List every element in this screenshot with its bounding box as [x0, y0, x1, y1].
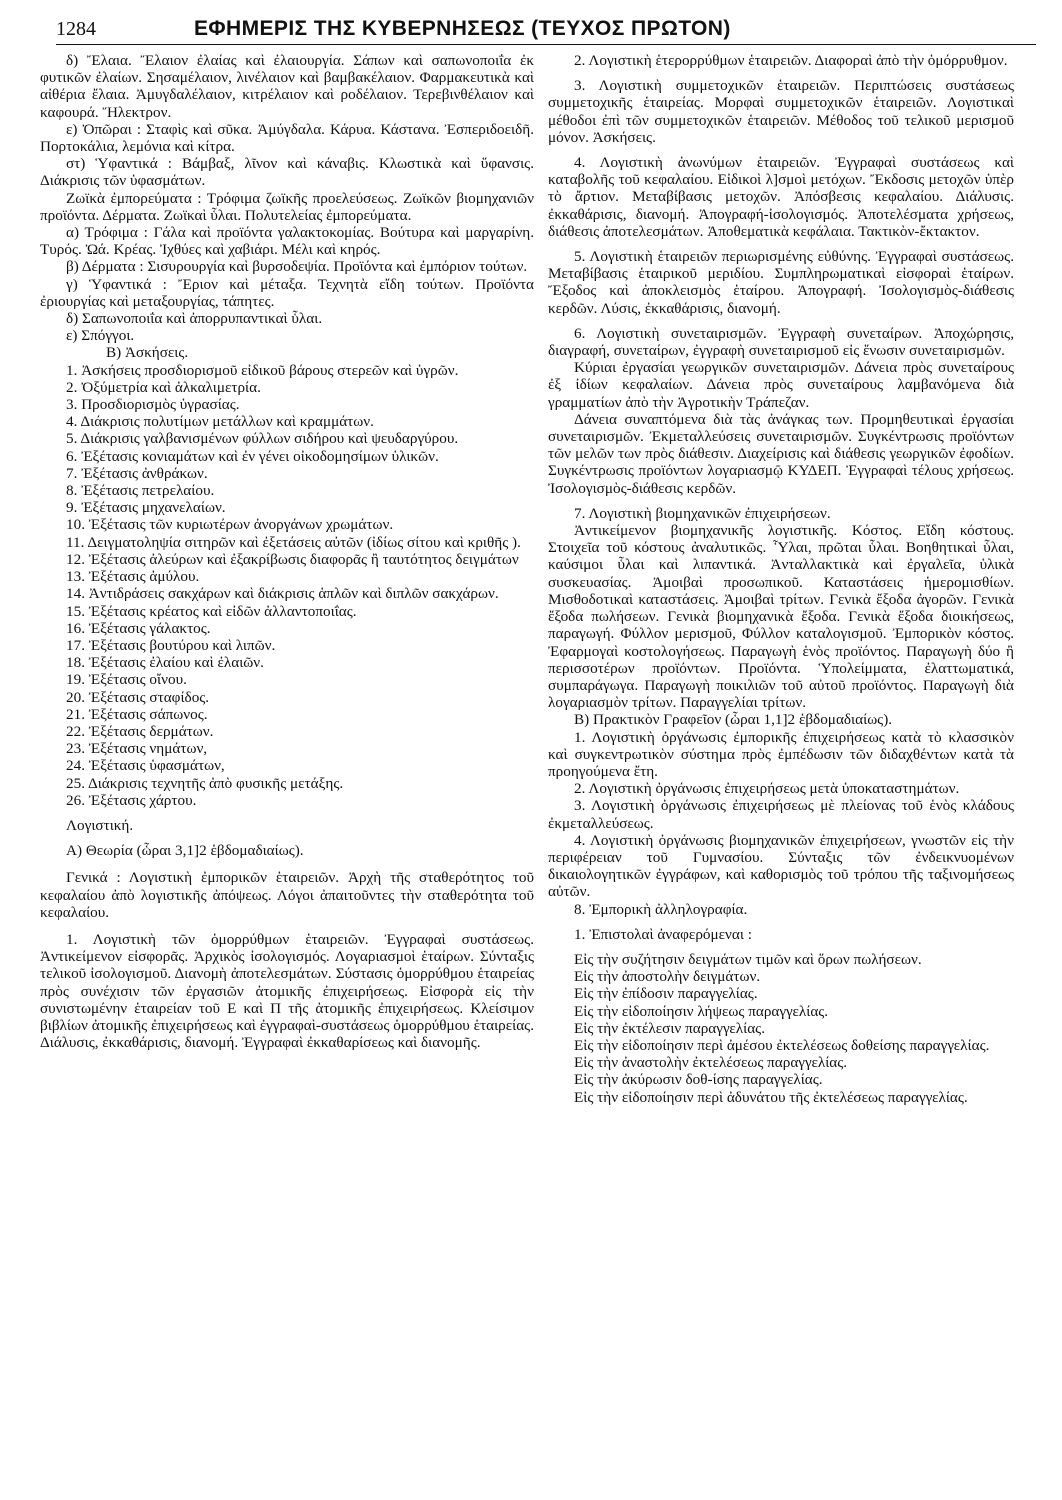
paragraph: Ἀντικείμενον βιομηχανικῆς λογιστικῆς. Κόστος. Εἴδη κόστους. Στοιχεῖα τοῦ κόστους ἀναλυτικῶς. Ὗλαι, πρῶται ὗλαι. Βοηθητικαὶ ὗλαι, καύσιμοι ὗλαι καὶ λιπαντικά. Ἀνταλλακτικὰ καὶ ἐργαλεῖα, ὑλικὰ συσκευασίας. Ἀμοιβαὶ προσωπικοῦ. Καταστάσεις ἡμερομισθίων. Μισθοδοτικαὶ καταστάσεις. Ἀμοιβαὶ τρίτων. Γενικὰ ἔξοδα ἀγορῶν. Γενικὰ ἔξοδα πωλήσεων. Γενικὰ βιομηχανικὰ ἔξοδα. Γενικὰ ἔξοδα διοικήσεως, παραγωγή. Φύλλον μερισμοῦ, Φύλλον καταλογισμοῦ. Ἐμπορικὸν κόστος. Ἐφαρμογαὶ κοστολογήσεως. Παραγωγὴ ἑνὸς προϊόντος. Παραγωγὴ δύο ἢ περισσοτέρων προϊόντων. Προϊόντα. Ὑπολείμματα, ἐλαττωματικά, συμπαράγωγα. Παραγωγὴ ποικιλιῶν τοῦ αὐτοῦ προϊόντος. Παραγωγὴ διὰ λογαριασμὸν τρίτων. Παραγγελίαι τρίτων. — [548, 522, 1014, 712]
section-heading: Β) Πρακτικὸν Γραφεῖον (ὧραι 1,1]2 ἑβδομαδιαίως). — [574, 711, 893, 729]
right-column — [548, 52, 1014, 1106]
list-item: 23. Ἐξέτασις νημάτων, — [66, 740, 208, 758]
section-heading: Α) Θεωρία (ὧραι 3,1]2 ἑβδομαδιαίως). — [66, 842, 304, 860]
list-item: 15. Ἐξέτασις κρέατος καὶ εἰδῶν ἀλλαντοποιΐας. — [66, 602, 357, 620]
list-item: 7. Ἐξέτασις ἀνθράκων. — [66, 464, 208, 482]
paragraph: 1. Ἐπιστολαὶ ἀναφερόμεναι : — [574, 925, 752, 943]
paragraph: δ) Σαπωνοποιΐα καὶ ἀπορρυπαντικαὶ ὗλαι. — [66, 310, 323, 328]
paragraph: 1. Λογιστικὴ τῶν ὁμορρύθμων ἑταιρειῶν. Ἐγγραφαὶ συστάσεως. Ἀντικείμενον εἰσφορᾶς. Ἀρχικὸς ἰσολογισμός. Λογαριασμοὶ ἑταίρων. Σύνταξις τελικοῦ ἰσολογισμοῦ. Διανομὴ ἀποτελεσμάτων. Σύστασις ὁμορρύθμου ἑταιρείας πρὸς συνέχισιν τῶν ἐργασιῶν ἀτομικῆς ἐπιχειρήσεως. Εἰσφορὰ εἰς τὴν συνιστωμένην ἑταιρείαν τοῦ Ε καὶ Π τῆς ἀτομικῆς ἐπιχειρήσεως. Κλείσιμον βιβλίων ἀτομικῆς ἐπιχειρήσεως καὶ ἐγγραφαὶ-συστάσεως ὁμορρύθμου ἑταιρείας. Διάλυσις, ἐκκαθάρισις, διανομή. Ἐγγραφαὶ ἐκκαθαρίσεως καὶ διανομῆς. — [40, 930, 534, 1052]
list-item: 19. Ἐξέτασις οἴνου. — [66, 671, 187, 689]
paragraph: Ζωϊκὰ ἐμπορεύματα : Τρόφιμα ζωϊκῆς προελεύσεως. Ζωϊκῶν βιομηχανιῶν προϊόντα. Δέρματα. Ζωϊκαὶ ὗλαι. Πολυτελείας ἐμπορεύματα. — [40, 189, 534, 224]
list-item: 13. Ἐξέτασις ἀμύλου. — [66, 568, 200, 586]
page-number: 1284 — [56, 18, 96, 40]
subject-heading: Λογιστική. — [66, 816, 134, 834]
list-item: 5. Διάκρισις γαλβανισμένων φύλλων σιδήρου καὶ ψευδαργύρου. — [66, 430, 459, 448]
list-item: 2. Ὀξύμετρία καὶ ἀλκαλιμετρία. — [66, 378, 261, 396]
paragraph: 3. Λογιστικὴ ὀργάνωσις ἐπιχειρήσεως μὲ πλείονας τοῦ ἑνὸς κλάδους ἐκμεταλλεύσεως. — [548, 797, 1014, 832]
list-item: Εἰς τὴν ἐκτέλεσιν παραγγελίας. — [574, 1019, 765, 1037]
list-item: 17. Ἐξέτασις βουτύρου καὶ λιπῶν. — [66, 636, 276, 654]
paragraph: Δάνεια συναπτόμενα διὰ τὰς ἀνάγκας των. Προμηθευτικαὶ ἐργασίαι συνεταιρισμῶν. Ἐκμεταλλεύσεις συνεταιρισμῶν. Συγκέντρωσις προϊόντων τῶν μελῶν των πρὸς διάθεσιν. Διαχείρισις καὶ διάθεσις γεωργικῶν ἐφοδίων. Συγκέντρωσις προϊόντων λογαριασμῷ ΚΥΔΕΠ. Ἐγγραφαὶ τέλους χρήσεως. Ἰσολογισμὸς-διάθεσις κερδῶν. — [548, 410, 1014, 497]
list-item: 25. Διάκρισις τεχνητῆς ἀπὸ φυσικῆς μετάξης. — [66, 774, 344, 792]
list-item: 21. Ἐξέτασις σάπωνος. — [66, 705, 208, 723]
paragraph: β) Δέρματα : Σισυρουργία καὶ βυρσοδεψία. Προϊόντα καὶ ἐμπόριον τούτων. — [66, 258, 528, 276]
list-item: 16. Ἐξέτασις γάλακτος. — [66, 619, 211, 637]
paragraph: 6. Λογιστικὴ συνεταιρισμῶν. Ἐγγραφὴ συνεταίρων. Ἀποχώρησις, διαγραφή, συνεταίρων, ἐγγραφὴ συνεταιρισμοῦ εἰς ἕνωσιν συνεταιρισμῶν. — [548, 324, 1014, 360]
page-title: ΕΦΗΜΕΡΙΣ ΤΗΣ ΚΥΒΕΡΝΗΣΕΩΣ (ΤΕΥΧΟΣ ΠΡΩΤΟΝ) — [194, 17, 731, 40]
paragraph: δ) Ἔλαια. Ἔλαιον ἐλαίας καὶ ἐλαιουργία. Σάπων καὶ σαπωνοποιΐα ἐκ φυτικῶν ἐλαίων. Σησαμέλαιον, λινέλαιον καὶ βαμβακέλαιον. Φαρμακευτικὰ καὶ αἰθέρια ἔλαια. Ἀμυγδαλέλαιον, κιτρέλαιον καὶ ροδέλαιον. Τερεβινθέλαιον καὶ καφουρά. Ἤλεκτρον. — [40, 52, 534, 121]
paragraph: 2. Λογιστικὴ ὀργάνωσις ἐπιχειρήσεως μετὰ ὑποκαταστημάτων. — [574, 780, 960, 798]
list-item: 12. Ἐξέτασις ἀλεύρων καὶ ἐξακρίβωσις διαφορᾶς ἢ ταυτότητος δειγμάτων — [66, 550, 519, 568]
paragraph: 2. Λογιστικὴ ἑτερορρύθμων ἑταιρειῶν. Διαφοραὶ ἀπὸ τὴν ὁμόρρυθμον. — [574, 52, 1008, 69]
page-header — [56, 14, 1036, 44]
header-rule — [56, 44, 1036, 45]
paragraph: 8. Ἐμπορικὴ ἀλληλογραφία. — [574, 900, 748, 918]
list-item: 3. Προσδιορισμὸς ὑγρασίας. — [66, 396, 240, 414]
paragraph: Κύριαι ἐργασίαι γεωργικῶν συνεταιρισμῶν. Δάνεια πρὸς συνεταίρους ἐξ ἰδίων κεφαλαίων. Δάνεια πρὸς συνεταίρους λαμβανόμενα διὰ γραμματίων ἀπὸ τὴν Ἀγροτικὴν Τράπεζαν. — [548, 359, 1014, 411]
list-item: 11. Δειγματοληψία σιτηρῶν καὶ ἐξετάσεις αὐτῶν (ἰδίως σίτου καὶ κριθῆς ). — [66, 533, 521, 551]
list-item: 8. Ἐξέτασις πετρελαίου. — [66, 482, 215, 500]
paragraph: στ) Ὑφαντικά : Βάμβαξ, λῖνον καὶ κάναβις. Κλωστικὰ καὶ ὕφανσις. Διάκρισις τῶν ὑφασμάτων. — [40, 155, 534, 190]
list-item: Εἰς τὴν συζήτησιν δειγμάτων τιμῶν καὶ ὅρων πωλήσεων. — [574, 950, 922, 968]
paragraph: γ) Ὑφαντικά : Ἔριον καὶ μέταξα. Τεχνητὰ εἴδη τούτων. Προϊόντα ἐριουργίας καὶ μεταξουργίας, τάπητες. — [40, 275, 534, 310]
paragraph: Γενικά : Λογιστικὴ ἐμπορικῶν ἑταιρειῶν. Ἀρχὴ τῆς σταθερότητος τοῦ κεφαλαίου ἀπὸ λογιστικῆς ἀπόψεως. Λόγοι ἀπαιτοῦντες τὴν σταθερότητα τοῦ κεφαλαίου. — [40, 869, 534, 921]
paragraph: 7. Λογιστικὴ βιομηχανικῶν ἐπιχειρήσεων. — [574, 504, 831, 522]
list-item: 20. Ἐξέτασις σταφίδος. — [66, 688, 210, 706]
list-item: Εἰς τὴν ἀκύρωσιν δοθ-ίσης παραγγελίας. — [574, 1071, 823, 1089]
list-item: 24. Ἐξέτασις ὑφασμάτων, — [66, 757, 225, 775]
list-item: 14. Ἀντιδράσεις σακχάρων καὶ διάκρισις ἁπλῶν καὶ διπλῶν σακχάρων. — [66, 585, 499, 603]
list-item: Εἰς τὴν ἀποστολὴν δειγμάτων. — [574, 968, 761, 986]
paragraph: 1. Λογιστικὴ ὀργάνωσις ἐμπορικῆς ἐπιχειρήσεως κατὰ τὸ κλασσικὸν καὶ συγκεντρωτικὸν σύστημα πρὸς ἐμπέδωσιν τῶν διδαχθέντων κατὰ τὰ προηγούμενα ἔτη. — [548, 728, 1014, 780]
list-item: 18. Ἐξέτασις ἐλαίου καὶ ἐλαιῶν. — [66, 654, 264, 672]
list-item: Εἰς τὴν ἀναστολὴν ἐκτελέσεως παραγγελίας. — [574, 1054, 848, 1072]
list-item: Εἰς τὴν εἰδοποίησιν περὶ ἀδυνάτου τῆς ἐκτελέσεως παραγγελίας. — [574, 1088, 968, 1106]
paragraph: 5. Λογιστικὴ ἑταιρειῶν περιωρισμένης εὐθύνης. Ἐγγραφαὶ συστάσεως. Μεταβίβασις ἑταιρικοῦ μεριδίου. Συμπληρωματικαὶ εἰσφοραὶ ἑταίρων. Ἔξοδος καὶ ἀποκλεισμὸς ἑταίρου. Ἀπογραφή. Ἰσολογισμὸς-διάθεσις κερδῶν. Λύσις, ἐκκαθάρισις, διανομή. — [548, 248, 1014, 317]
paragraph: 4. Λογιστικὴ ἀνωνύμων ἑταιρειῶν. Ἐγγραφαὶ συστάσεως καὶ καταβολῆς τοῦ κεφαλαίου. Εἰδικοὶ λ]σμοὶ μετόχων. Ἔκδοσις μετοχῶν ὑπὲρ τὸ ἄρτιον. Μεταβίβασις μετοχῶν. Ἀπόσβεσις κεφαλαίου. Διάλυσις. ἐκκαθάρισις, διανομή. Ἀπογραφή-ἰσολογισμός. Ἀποτελέσματα χρήσεως, διάθεσις ἀποτελεσμάτων. Ἀποθεματικὰ κεφάλαια. Τακτικὸν-ἔκτακτον. — [548, 154, 1014, 240]
list-item: 22. Ἐξέτασις δερμάτων. — [66, 722, 214, 740]
list-item: 26. Ἐξέτασις χάρτου. — [66, 791, 197, 809]
list-item: Εἰς τὴν εἰδοποίησιν λήψεως παραγγελίας. — [574, 1002, 829, 1020]
list-item: Εἰς τὴν εἰδοποίησιν περὶ ἀμέσου ἐκτελέσεως δοθείσης παραγγελίας. — [574, 1036, 990, 1054]
paragraph: 4. Λογιστικὴ ὀργάνωσις βιομηχανικῶν ἐπιχειρήσεων, γνωστῶν εἰς τὴν περιφέρειαν τοῦ Γυμνασίου. Σύνταξις τῶν ἐνδεικνυομένων δικαιολογητικῶν ἐγγράφων, καὶ καθορισμὸς τοῦ τρόπου τῆς ταξινομήσεως αὐτῶν. — [548, 831, 1014, 901]
list-item: 6. Ἐξέτασις κονιαμάτων καὶ ἐν γένει οἰκοδομησίμων ὑλικῶν. — [66, 447, 439, 465]
list-item: 1. Ἀσκήσεις προσδιορισμοῦ εἰδικοῦ βάρους στερεῶν καὶ ὑγρῶν. — [66, 361, 459, 379]
list-item: 10. Ἐξέτασις τῶν κυριωτέρων ἀνοργάνων χρωμάτων. — [66, 516, 394, 534]
paragraph: α) Τρόφιμα : Γάλα καὶ προϊόντα γαλακτοκομίας. Βούτυρα καὶ μαργαρίνη. Τυρός. Ὠά. Κρέας. Ἰχθύες καὶ χαβιάρι. Μέλι καὶ κηρός. — [40, 224, 534, 259]
left-column — [40, 52, 534, 1051]
list-item: 9. Ἐξέτασις μηχανελαίων. — [66, 499, 226, 517]
list-item: 4. Διάκρισις πολυτίμων μετάλλων καὶ κραμμάτων. — [66, 413, 374, 431]
paragraph: ε) Ὀπῶραι : Σταφὶς καὶ σῦκα. Ἀμύγδαλα. Κάρυα. Κάστανα. Ἐσπεριδοειδῆ. Πορτοκάλια, λεμόνια καὶ κίτρα. — [40, 120, 534, 156]
list-item: Εἰς τὴν ἐπίδοσιν παραγγελίας. — [574, 985, 758, 1003]
paragraph: ε) Σπόγγοι. — [66, 327, 135, 345]
section-heading: Β) Ἀσκήσεις. — [106, 344, 189, 362]
paragraph: 3. Λογιστικὴ συμμετοχικῶν ἑταιρειῶν. Περιπτώσεις συστάσεως συμμετοχικῆς ἑταιρείας. Μορφαὶ συμμετοχικῶν ἑταιρειῶν. Λογιστικαὶ μέθοδοι ἐπὶ τῶν συμμετοχικῶν ἑταιρειῶν. Μέθοδος τοῦ τελικοῦ μερισμοῦ μόνον. Ἀσκήσεις. — [548, 77, 1014, 146]
